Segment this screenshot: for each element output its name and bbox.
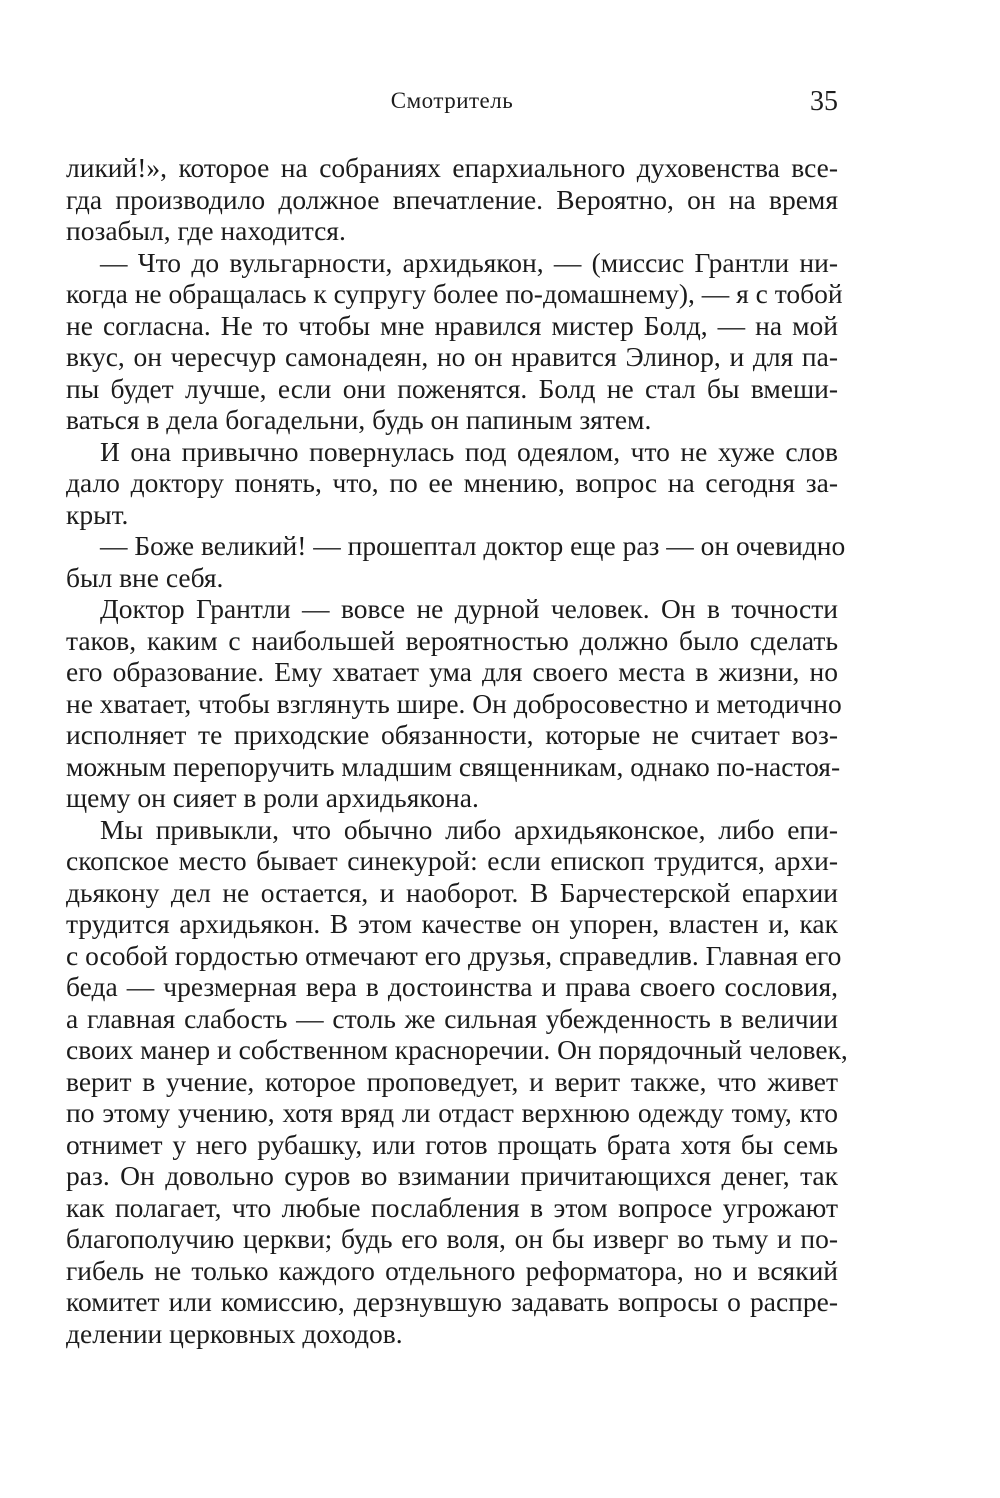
text-line: отнимет у него рубашку, или готов прощать брата хотя бы семь bbox=[66, 1128, 838, 1160]
text-line: его образование. Ему хватает ума для своего места в жизни, но bbox=[66, 656, 838, 687]
text-line: комитет или комиссию, дерзнувшую задавать вопросы о распре- bbox=[66, 1286, 838, 1317]
text-line: вкус, он чересчур самонадеян, но он нравится Элинор, и для па- bbox=[66, 341, 838, 372]
paragraph-2 bbox=[66, 246, 843, 436]
text-line: крыт. bbox=[66, 498, 129, 530]
text-line: щему он сияет в роли архидьякона. bbox=[66, 782, 479, 813]
body-text bbox=[66, 152, 848, 1349]
text-line: И она привычно повернулась под одеялом, что не хуже слов bbox=[100, 435, 838, 467]
text-line: с особой гордостью отмечают его друзья, справедлив. Главная его bbox=[66, 939, 842, 971]
text-line: таков, каким с наибольшей вероятностью должно было сделать bbox=[66, 624, 838, 656]
text-line: исполняет те приходские обязанности, которые не считает воз- bbox=[66, 719, 838, 750]
text-line: был вне себя. bbox=[66, 561, 224, 593]
text-line: Мы привыкли, что обычно либо архидьяконское, либо епи- bbox=[100, 813, 838, 845]
text-line: раз. Он довольно суров во взимании причитающихся денег, так bbox=[66, 1160, 838, 1191]
text-line: пы будет лучше, если они поженятся. Болд не стал бы вмеши- bbox=[66, 372, 838, 404]
text-line: — Что до вульгарности, архидьякон, — (миссис Грантли ни- bbox=[100, 246, 838, 278]
text-line: Доктор Грантли — вовсе не дурной человек. Он в точности bbox=[100, 593, 838, 624]
text-line: верит в учение, которое проповедует, и верит также, что живет bbox=[66, 1065, 838, 1097]
text-line: как полагает, что любые послабления в этом вопросе угрожают bbox=[66, 1191, 838, 1223]
text-line: можным перепоручить младшим священникам, однако по-настоя- bbox=[66, 750, 841, 782]
paragraph-1 bbox=[66, 152, 838, 247]
text-line: не согласна. Не то чтобы мне нравился мистер Болд, — на мой bbox=[66, 309, 838, 341]
paragraph-6 bbox=[66, 813, 848, 1350]
running-head bbox=[66, 88, 838, 128]
paragraph-3 bbox=[66, 436, 838, 531]
text-line: скопское место бывает синекурой: если епископ трудится, архи- bbox=[66, 845, 838, 876]
text-line: своих манер и собственном красноречии. Он порядочный человек, bbox=[66, 1034, 848, 1065]
text-line: благополучию церкви; будь его воля, он бы изверг во тьму и по- bbox=[66, 1223, 838, 1254]
text-line: — Боже великий! — прошептал доктор еще раз — он очевидно bbox=[100, 530, 846, 561]
paragraph-4 bbox=[66, 530, 846, 593]
text-line: гда производило должное впечатление. Вероятно, он на время bbox=[66, 183, 838, 215]
text-line: ликий!», которое на собраниях епархиального духовенства все- bbox=[66, 152, 838, 183]
text-line: беда — чрезмерная вера в достоинства и права своего сословия, bbox=[66, 971, 838, 1002]
text-line: гибель не только каждого отдельного реформатора, но и всякий bbox=[66, 1254, 838, 1286]
text-line: дало доктору понять, что, по ее мнению, вопрос на сегодня за- bbox=[66, 467, 838, 498]
text-line: трудится архидьякон. В этом качестве он упорен, властен и, как bbox=[66, 908, 838, 939]
running-title: Смотритель bbox=[390, 88, 514, 113]
text-line: позабыл, где находится. bbox=[66, 215, 346, 246]
text-line: по этому учению, хотя вряд ли отдаст верхнюю одежду тому, кто bbox=[66, 1097, 838, 1128]
text-line: делении церковных доходов. bbox=[66, 1317, 403, 1349]
text-line: а главная слабость — столь же сильная убежденность в величии bbox=[66, 1002, 838, 1034]
text-line: не хватает, чтобы взглянуть шире. Он добросовестно и методично bbox=[66, 687, 842, 719]
text-line: ваться в дела богадельни, будь он папиным зятем. bbox=[66, 404, 652, 435]
text-line: дьякону дел не остается, и наоборот. В Барчестерской епархии bbox=[66, 876, 838, 908]
paragraph-5 bbox=[66, 593, 842, 814]
page-number: 35 bbox=[810, 86, 838, 117]
text-line: когда не обращалась к супругу более по-домашнему), — я с тобой bbox=[66, 278, 843, 309]
